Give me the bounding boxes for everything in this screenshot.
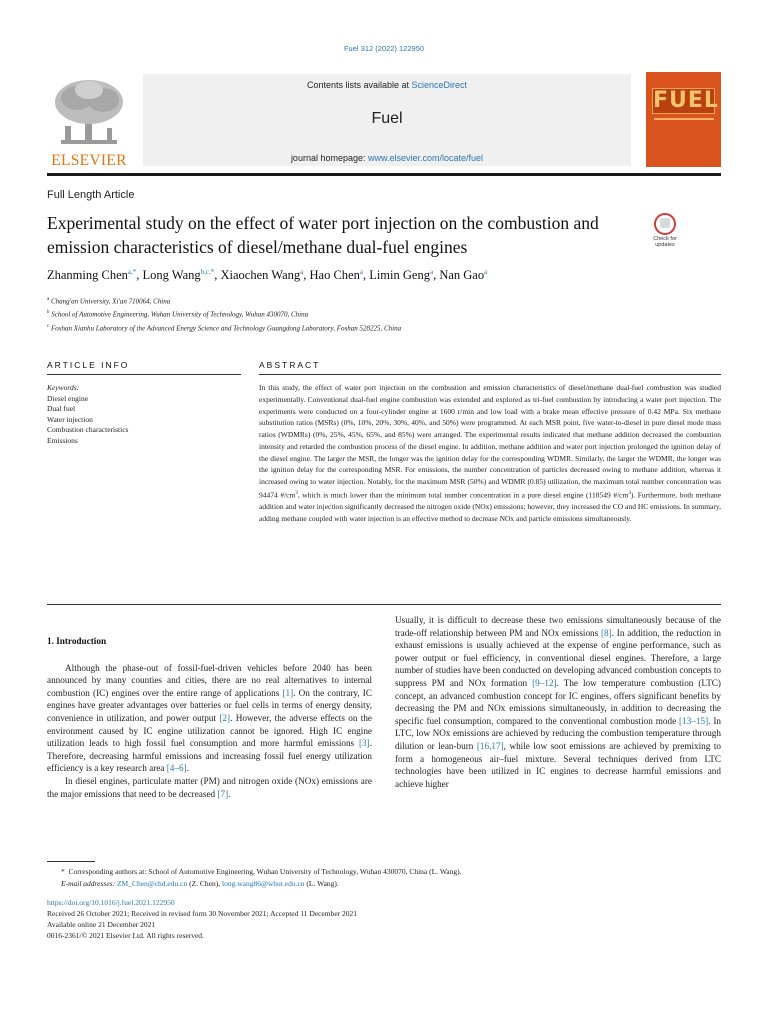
author-list (47, 268, 487, 283)
author-affiliation-mark[interactable]: b,c,* (200, 268, 215, 276)
paragraph: In diesel engines, particulate matter (PM) and nitrogen oxide (NOx) emissions are the major emissions that need to be decreased [7]. (47, 775, 372, 799)
email-link-wang[interactable]: long.wang86@whut.edu.cn (222, 879, 305, 888)
affiliation-text: School of Automotive Engineering, Wuhan University of Technology, Wuhan 430070, China (49, 310, 309, 319)
affiliation-mark: c (47, 323, 50, 329)
affiliation-text: Foshan Xianhu Laboratory of the Advanced Energy Science and Technology Guangdong Laboratory, Foshan 528225, China (49, 323, 402, 332)
corresponding-author-note (47, 866, 721, 878)
available-online: Available online 21 December 2021 (47, 920, 156, 929)
unit-superscript: 3 (628, 490, 631, 496)
author-separator: , (362, 268, 370, 283)
keyword: Emissions (47, 435, 78, 445)
journal-name: Fuel (371, 110, 403, 127)
elsevier-tree-icon (47, 78, 131, 148)
author-separator: , (214, 268, 221, 283)
author-name[interactable]: Zhanming Chen (47, 268, 128, 283)
contents-line (143, 80, 631, 90)
received-dates: Received 26 October 2021; Received in revised form 30 November 2021; Accepted 11 December 2021 (47, 909, 358, 918)
article-type: Full Length Article (47, 189, 135, 201)
cover-divider (654, 118, 714, 120)
author-affiliation-mark[interactable]: a (484, 268, 488, 276)
keyword: Water injection (47, 414, 93, 424)
abstract-text (259, 382, 721, 525)
reference-link[interactable]: [2] (219, 712, 231, 723)
abstract-part-3: ). Furthermore, both methane addition and water injection significantly decreased the nitrogen oxide (NOx) emissions; however, they increased the CO and HC emissions. In summary, adding methane coupled with water injection is an effective method to decrease NOx and particle emissions simultaneously. (259, 490, 721, 523)
homepage-prefix: journal homepage: (290, 153, 368, 163)
keyword: Dual fuel (47, 404, 76, 413)
author-name[interactable]: Limin Geng (369, 268, 430, 283)
check-for-updates-button[interactable] (648, 213, 682, 253)
footnote-rule (47, 861, 95, 862)
article-title: Experimental study on the effect of water port injection on the combustion and emission characteristics of diesel/methane dual-fuel engines (47, 213, 599, 257)
email-link-chen[interactable]: ZM_Chen@chd.edu.cn (116, 879, 188, 888)
reference-link[interactable]: [9–12] (532, 677, 557, 688)
keywords-label: Keywords: (47, 383, 80, 392)
abstract-bottom-rule (47, 604, 721, 605)
article-info-heading: ARTICLE INFO (47, 360, 130, 370)
reference-link[interactable]: [8] (601, 627, 612, 638)
author-affiliation-mark[interactable]: a (359, 268, 363, 276)
unit-superscript: 3 (295, 490, 298, 496)
reference-link[interactable]: [7] (217, 788, 229, 799)
body-right-column (395, 614, 721, 790)
reference-link[interactable]: [4–6] (166, 763, 187, 774)
reference-link[interactable]: [13–15] (679, 715, 709, 726)
keyword-list (47, 394, 128, 447)
keyword: Diesel engine (47, 393, 89, 403)
author-separator: , (303, 268, 310, 283)
email-owner-wang: (L. Wang). (304, 879, 339, 888)
reference-link[interactable]: [1] (282, 687, 294, 698)
author-name[interactable]: Nan Gao (439, 268, 485, 283)
elsevier-wordmark: ELSEVIER (51, 152, 127, 169)
sciencedirect-link[interactable]: ScienceDirect (411, 80, 468, 90)
journal-homepage-link[interactable]: www.elsevier.com/locate/fuel (368, 153, 484, 163)
reference-link[interactable]: [16,17] (476, 740, 504, 751)
email-label: E-mail addresses: (61, 879, 116, 888)
cover-title: FUEL (653, 88, 719, 113)
author-name[interactable]: Xiaochen Wang (220, 268, 301, 283)
abstract-rule (259, 374, 721, 375)
footnotes (47, 866, 721, 890)
email-owner-chen: (Z. Chen), (187, 879, 222, 888)
affiliation (47, 321, 401, 334)
author-name[interactable]: Long Wang (142, 268, 201, 283)
journal-reference[interactable]: Fuel 312 (2022) 122950 (343, 44, 425, 53)
affiliation (47, 294, 401, 307)
doi-link[interactable]: https://doi.org/10.1016/j.fuel.2021.122950 (47, 898, 175, 907)
affiliation-mark: b (47, 310, 50, 316)
journal-cover-image[interactable] (646, 72, 721, 167)
section-heading-introduction: 1. Introduction (47, 636, 107, 646)
affiliation-text: Chang'an University, Xi'an 710064, China (49, 297, 171, 306)
keywords-block (47, 383, 128, 446)
paragraph: Usually, it is difficult to decrease these two emissions simultaneously because of the trade-off relationship between PM and NOx emissions [8]. In addition, the reduction in exhaust emissions is usually achieved at the expense of engine performance, such as power output or fuel efficiency, in conventional diesel engines. Therefore, a large number of studies have been conducted on developing advanced combustion concepts to suppress PM and NOx formation [9–12]. The low temperature combustion (LTC) concept, an advanced combustion concept for IC engines, offers significant benefits by decreasing the PM and NOx emissions simultaneously, in addition to decreasing the specific fuel consumption, compared to the conventional combustion mode [13–15]. In LTC, low NOx emissions are achieved by reducing the combustion temperature through dilution or lean-burn [16,17], while low soot emissions are achieved by premixing to form a homogeneous air–fuel mixture. Several techniques derived from LTC technologies have been utilized in IC engines to decrease harmful emissions and achieve higher (395, 615, 721, 789)
abstract-part-2: , which is much lower than the minimum total number concentration in a pure diesel engine (118549 #/cm (297, 490, 629, 500)
author-separator: , (433, 268, 440, 283)
publication-info (47, 897, 721, 941)
author-separator: , (136, 268, 143, 283)
body-left-column (47, 614, 372, 800)
copyright: 0016-2361/© 2021 Elsevier Ltd. All rights reserved. (47, 931, 204, 940)
header-rule (47, 173, 721, 176)
article-info-rule (47, 374, 241, 375)
author-affiliation-mark[interactable]: a (429, 268, 434, 276)
keyword: Combustion characteristics (47, 425, 129, 434)
affiliation (47, 307, 401, 320)
check-updates-label: Check for updates (653, 236, 677, 248)
reference-link[interactable]: [3] (358, 738, 370, 749)
paragraph: Although the phase-out of fossil-fuel-driven vehicles before 2040 has been announced by many counties and cities, there are no real alternatives to internal combustion (IC) engines over the entire range of applications [1]. On the contrary, IC engines have greater advantages over batteries or fuel cells in terms of energy density, convenience in utilization, and power output [2]. However, the adverse effects on the environment caused by IC engine utilization cannot be ignored. High IC engine utilization leads to high fossil fuel consumption and more harmful emissions [3]. Therefore, decreasing harmful emissions and increasing fossil fuel energy utilization efficiency is a key research area [4–6]. (47, 662, 372, 774)
author-name[interactable]: Hao Chen (309, 268, 360, 283)
check-updates-icon (654, 213, 676, 235)
author-affiliation-mark[interactable]: a,* (127, 268, 137, 276)
masthead (47, 70, 721, 170)
contents-prefix: Contents lists available at (306, 80, 412, 90)
affiliation-list (47, 294, 401, 334)
author-affiliation-mark[interactable]: a (300, 268, 304, 276)
email-note (47, 878, 721, 890)
corresponding-mark: * (61, 867, 65, 876)
affiliation-mark: a (47, 297, 50, 302)
journal-banner (143, 74, 631, 166)
corresponding-text: Corresponding authors at: School of Automotive Engineering, Wuhan University of Technology, Wuhan 430070, China (L. Wang). (68, 867, 462, 876)
elsevier-logo[interactable] (47, 78, 131, 170)
homepage-line (143, 153, 631, 163)
abstract-part-1: In this study, the effect of water port injection on the combustion and emission characteristics of diesel/methane dual-fuel combustion was studied experimentally. Conventional dual-fuel engine combustion was extended and explored as tri-fuel combustion by introducing a water port injection. The experiments were conducted on a four-cylinder engine at 1600 r/min and low load with a brake mean effective pressure of 0.42 MPa. Six methane substitution ratios (MSRs) (0%, 10%, 20%, 30%, 40%, and 50%) were programmed. At each MSR point, five water-to-diesel in pure diesel mode mass ratios (WDMRs) (0%, 25%, 45%, 65%, and 85%) were arranged. The experimental results indicated that methane addition decreased the combustion intensity and retarded the combustion process of the diesel engine. In addition, methane addition and water port injection prolonged the ignition delay of the diesel engine. The larger the MSR, the longer was the ignition delay for the corresponding WDMR. Similarly, the larger the WDMR, the longer was the ignition delay for the corresponding MSR. For emissions, the number concentration of particles decreased owing to methane addition, whereas it increased owing to water injection. Notably, for the maximum MSR (50%) and WDMR (0.85) utilization, the maximum total number concentration was 94474 #/cm (259, 383, 721, 500)
abstract-heading: ABSTRACT (259, 360, 321, 370)
